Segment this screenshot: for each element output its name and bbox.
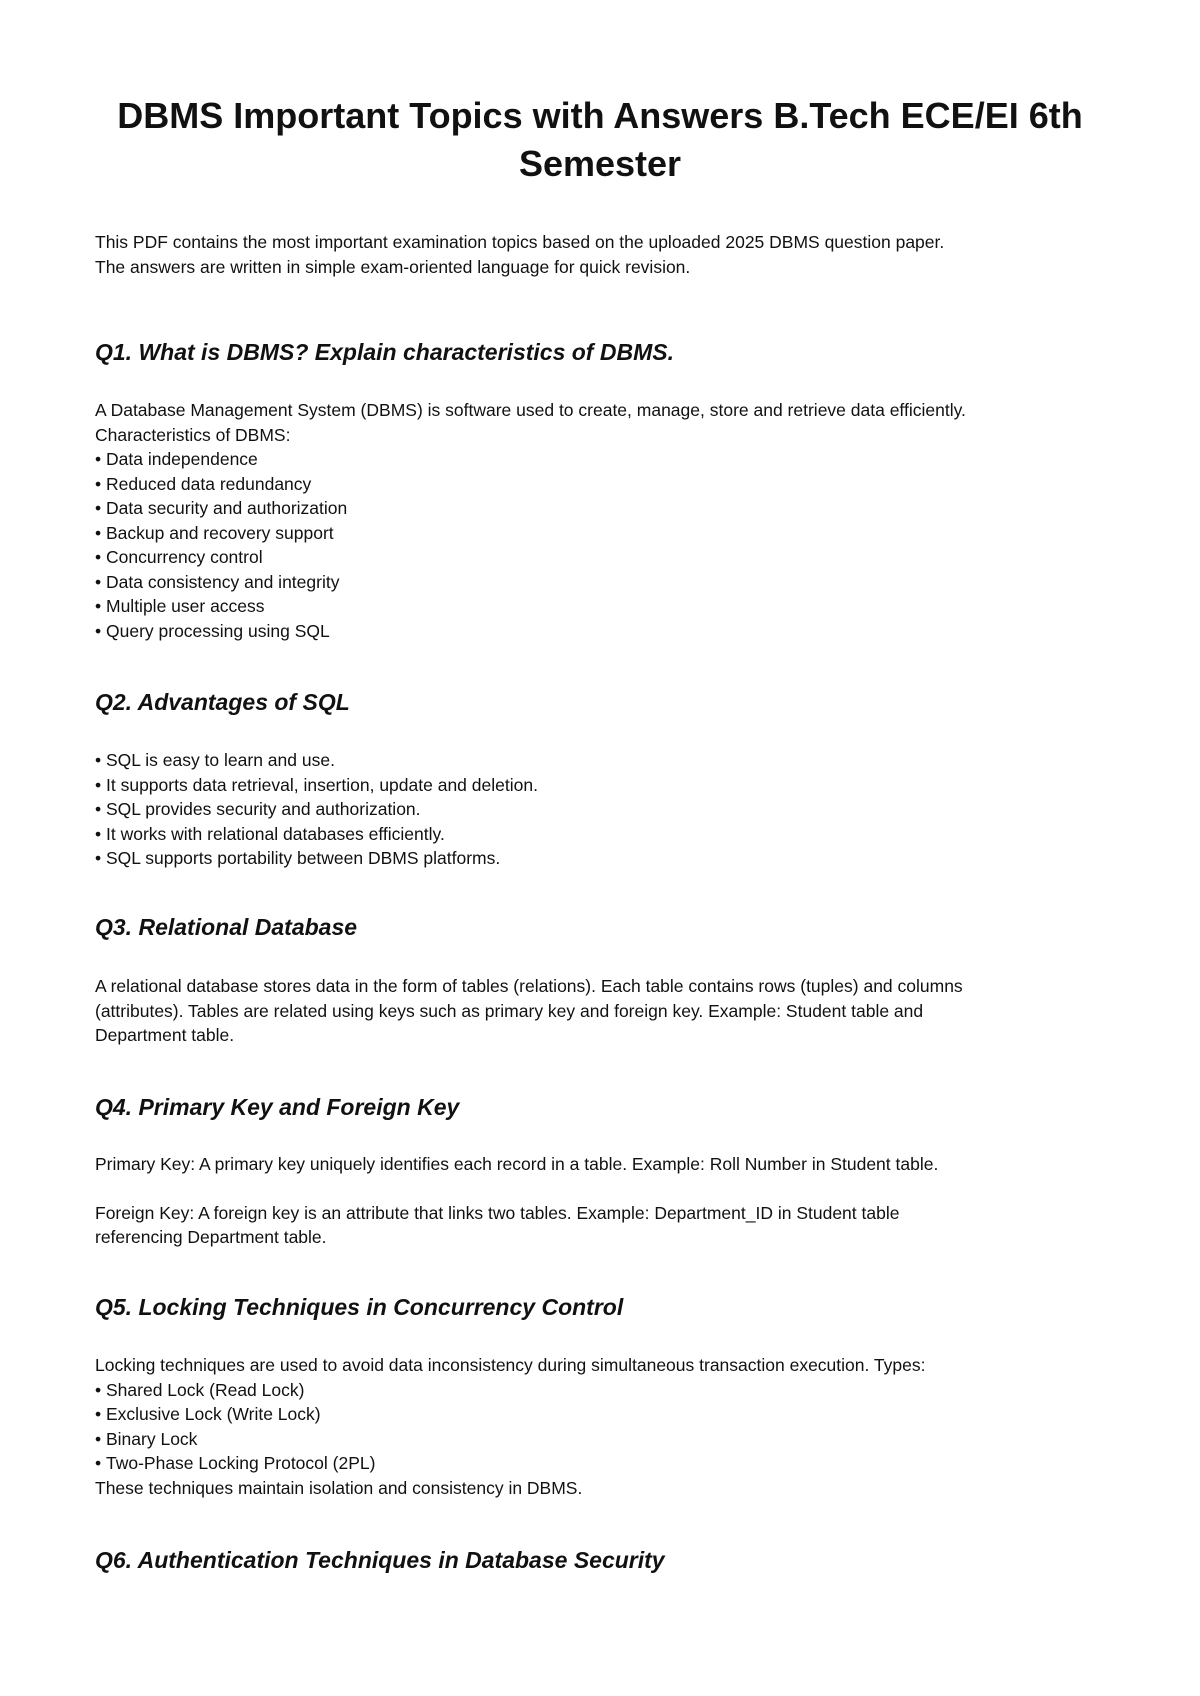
q1-characteristics-list (95, 447, 966, 643)
q5-closing: These techniques maintain isolation and consistency in DBMS. (95, 1477, 583, 1498)
list-item: • Multiple user access (95, 594, 966, 619)
q3-heading: Q3. Relational Database (95, 914, 358, 940)
list-item: • Query processing using SQL (95, 619, 966, 644)
q5-lock-types-list (95, 1378, 925, 1476)
list-item: • Concurrency control (95, 545, 966, 570)
list-item: • It works with relational databases efficiently. (95, 822, 538, 847)
list-item: • Exclusive Lock (Write Lock) (95, 1402, 925, 1427)
q6-heading: Q6. Authentication Techniques in Database Security (95, 1547, 665, 1573)
list-item: • Shared Lock (Read Lock) (95, 1378, 925, 1403)
q5-answer (95, 1353, 925, 1500)
intro-line-2: The answers are written in simple exam-oriented language for quick revision. (95, 257, 691, 277)
q4-answer (95, 1152, 938, 1250)
intro-paragraph (95, 230, 944, 280)
q3-line-1: A relational database stores data in the form of tables (relations). Each table contains rows (tuples) and columns (95, 976, 963, 996)
list-item: • SQL supports portability between DBMS platforms. (95, 846, 538, 871)
q2-heading: Q2. Advantages of SQL (95, 689, 350, 715)
q2-answer (95, 748, 538, 871)
intro-line-1: This PDF contains the most important examination topics based on the uploaded 2025 DBMS question paper. (95, 232, 945, 252)
title-line-2: Semester (518, 143, 682, 184)
q2-advantages-list (95, 748, 538, 871)
q4-primary-key: Primary Key: A primary key uniquely identifies each record in a table. Example: Roll Number in Student table. (95, 1154, 939, 1174)
title-line-1: DBMS Important Topics with Answers B.Tech ECE/EI 6th (117, 95, 1083, 136)
q1-answer (95, 398, 966, 643)
q1-heading: Q1. What is DBMS? Explain characteristics of DBMS. (95, 339, 674, 365)
q3-line-2: (attributes). Tables are related using keys such as primary key and foreign key. Example: Student table and (95, 1000, 924, 1021)
document-title (60, 92, 1140, 188)
list-item: • Data consistency and integrity (95, 570, 966, 595)
list-item: • SQL is easy to learn and use. (95, 748, 538, 773)
q4-foreign-key-line-2: referencing Department table. (95, 1227, 327, 1247)
q5-intro: Locking techniques are used to avoid data inconsistency during simultaneous transaction execution. Types: (95, 1355, 926, 1375)
q1-definition: A Database Management System (DBMS) is software used to create, manage, store and retrieve data efficiently. (95, 400, 966, 420)
q3-answer (95, 974, 963, 1048)
q4-foreign-key-line-1: Foreign Key: A foreign key is an attribute that links two tables. Example: Department_ID in Student table (95, 1202, 900, 1223)
list-item: • SQL provides security and authorization. (95, 797, 538, 822)
q5-heading: Q5. Locking Techniques in Concurrency Control (95, 1294, 624, 1320)
q4-heading: Q4. Primary Key and Foreign Key (95, 1094, 460, 1120)
list-item: • Data security and authorization (95, 496, 966, 521)
list-item: • Reduced data redundancy (95, 472, 966, 497)
list-item: • Data independence (95, 447, 966, 472)
list-item: • It supports data retrieval, insertion, update and deletion. (95, 773, 538, 798)
list-item: • Two-Phase Locking Protocol (2PL) (95, 1451, 925, 1476)
list-item: • Backup and recovery support (95, 521, 966, 546)
q1-characteristics-label: Characteristics of DBMS: (95, 424, 291, 445)
list-item: • Binary Lock (95, 1427, 925, 1452)
q3-line-3: Department table. (95, 1025, 235, 1045)
